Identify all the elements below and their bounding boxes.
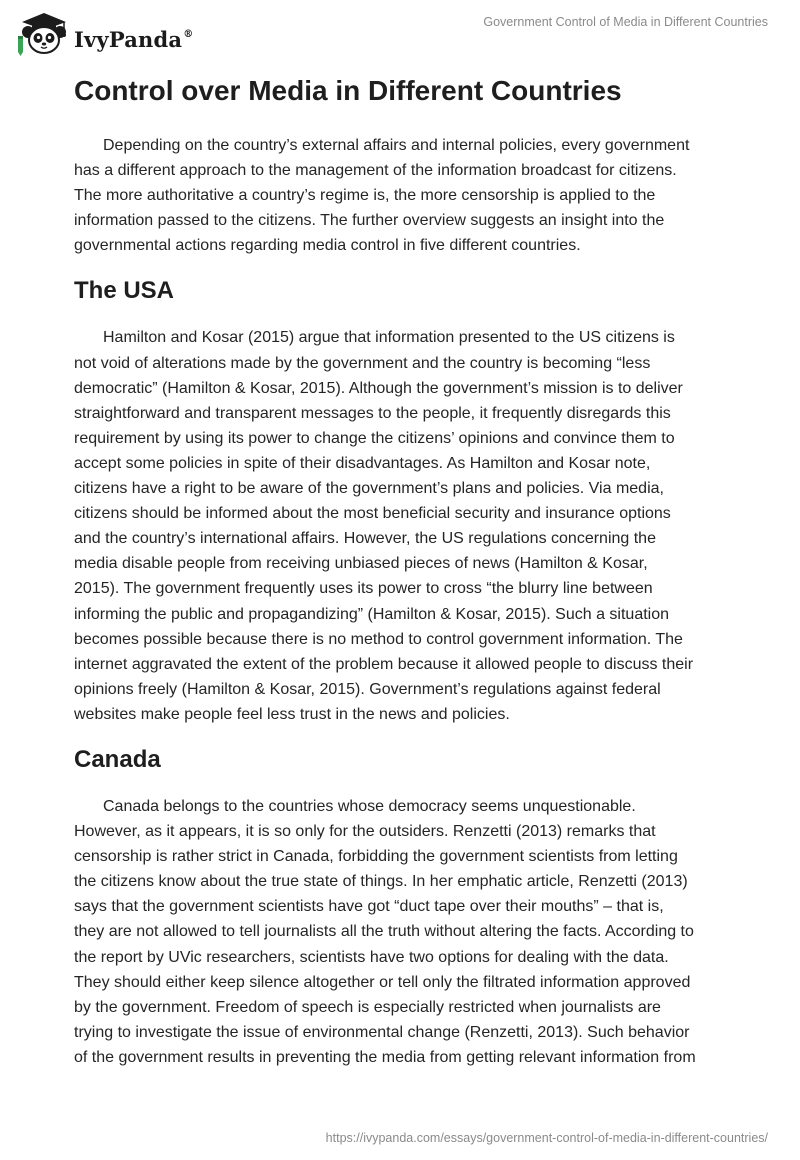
text-line: the citizens know about the true state of things. In her emphatic article, Renzetti (2013) [74, 873, 688, 891]
usa-paragraph [74, 325, 734, 727]
intro-paragraph [74, 133, 734, 258]
text-line: trying to investigate the issue of environmental change (Renzetti, 2013). Such behavior [74, 1023, 690, 1041]
text-line: and the country’s international affairs. However, the US regulations concerning the [74, 530, 656, 548]
text-line: They should either keep silence altogether or tell only the filtrated information approved [74, 973, 691, 991]
text-line: citizens have a right to be aware of the government’s plans and policies. Via media, [74, 480, 664, 498]
text-line: says that the government scientists have got “duct tape over their mouths” – that is, [74, 898, 664, 916]
text-line: they are not allowed to tell journalists all the truth without altering the facts. According to [74, 923, 694, 941]
text-line: websites make people feel less trust in the news and policies. [74, 705, 510, 723]
page-title: Control over Media in Different Countries [74, 75, 622, 106]
article [74, 72, 734, 1070]
text-line: citizens should be informed about the most beneficial security and insurance options [74, 505, 671, 523]
text-line: straightforward and transparent messages to the people, it frequently disregards this [74, 404, 671, 422]
text-line: becomes possible because there is no method to control government information. The [74, 630, 683, 648]
text-line: Depending on the country’s external affairs and internal policies, every government [103, 137, 690, 154]
panda-graduate-icon [14, 8, 74, 56]
brand-logo[interactable] [14, 8, 194, 56]
text-line: requirement by using its power to change the citizens’ opinions and convince them to [74, 429, 675, 447]
text-line: informing the public and propagandizing” (Hamilton & Kosar, 2015). Such a situation [74, 605, 670, 623]
running-title: Government Control of Media in Different Countries [483, 15, 768, 29]
brand-name: IvyPanda® [74, 27, 194, 52]
text-line: censorship is rather strict in Canada, forbidding the government scientists from letting [74, 848, 678, 866]
text-line: Canada belongs to the countries whose democracy seems unquestionable. [103, 797, 636, 815]
text-line: by the government. Freedom of speech is especially restricted when journalists are [74, 998, 661, 1016]
text-line: internet aggravated the extent of the problem because it allowed people to discuss their [74, 655, 694, 673]
source-url-link[interactable]: https://ivypanda.com/essays/government-control-of-media-in-different-countries/ [325, 1131, 768, 1145]
text-line: not void of alterations made by the government and the country is becoming “less [74, 354, 651, 372]
canada-paragraph [74, 794, 734, 1070]
text-line: opinions freely (Hamilton & Kosar, 2015). Government’s regulations against federal [74, 680, 661, 698]
text-line: However, as it appears, it is so only for the outsiders. Renzetti (2013) remarks that [74, 823, 656, 841]
text-line: 2015). The government frequently uses its power to cross “the blurry line between [74, 580, 653, 598]
section-heading-canada: Canada [74, 745, 161, 773]
section-heading-usa: The USA [74, 277, 175, 305]
text-line: The more authoritative a country’s regime is, the more censorship is applied to the [74, 187, 656, 205]
text-line: accept some policies in spite of their disadvantages. As Hamilton and Kosar note, [74, 454, 651, 472]
text-line: media disable people from receiving unbiased pieces of news (Hamilton & Kosar, [74, 555, 648, 573]
text-line: Hamilton and Kosar (2015) argue that information presented to the US citizens is [103, 329, 675, 347]
text-line: the report by UVic researchers, scientists have two options for dealing with the data. [74, 948, 669, 966]
text-line: democratic” (Hamilton & Kosar, 2015). Although the government’s mission is to deliver [74, 379, 683, 397]
text-line: information passed to the citizens. The further overview suggests an insight into the [74, 212, 665, 230]
text-line: of the government results in preventing the media from getting relevant information from [74, 1048, 696, 1066]
text-line: has a different approach to the management of the information broadcast for citizens. [74, 162, 677, 180]
text-line: governmental actions regarding media control in five different countries. [74, 237, 581, 255]
page-header [0, 0, 800, 60]
